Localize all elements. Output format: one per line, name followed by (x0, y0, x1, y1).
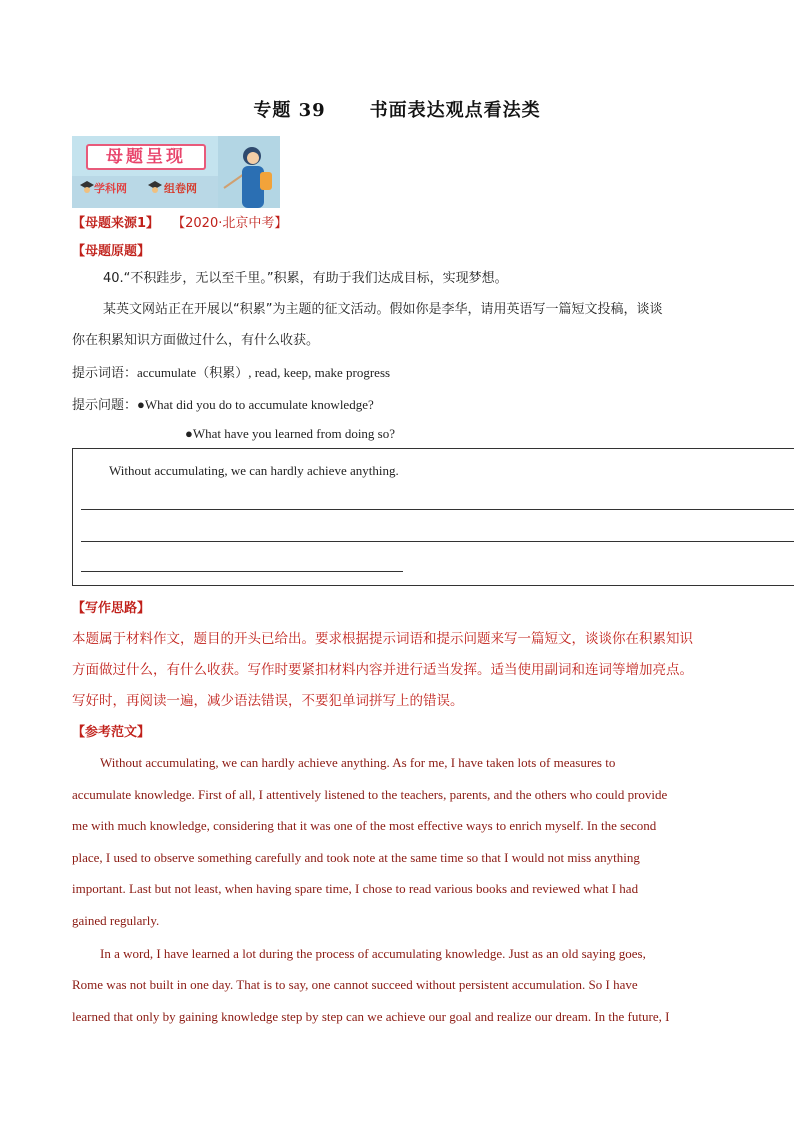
answer-line (81, 509, 794, 510)
hint-words (72, 362, 390, 381)
graduation-cap-icon (148, 181, 162, 193)
approach-label: 【写作思路】 (72, 601, 151, 616)
question-line-2: 某英文网站正在开展以“积累”为主题的征文活动。假如你是李华，请用英语写一篇短文投稿，谈谈 (103, 302, 663, 317)
sample-line: accumulate knowledge. First of all, I attentively listened to the teachers, parents, and the others who could provide (72, 787, 668, 802)
hint-questions (72, 394, 374, 413)
sample-line: me with much knowledge, considering that it was one of the most effective ways to enrich myself. In the second (72, 818, 657, 833)
banner-heading: 母题呈现 (86, 144, 206, 170)
sample-line: place, I used to observe something carefully and took note at the same time so that I would not miss anything (72, 850, 640, 865)
hint-words-label: 提示词语： (72, 366, 138, 381)
source-value: 【2020·北京中考】 (172, 216, 288, 231)
sample-line: learned that only by gaining knowledge step by step can we achieve our goal and realize our dream. In the future, I (72, 1009, 670, 1024)
sample-line: Without accumulating, we can hardly achieve anything. As for me, I have taken lots of measures to (100, 755, 616, 770)
question-line-1: 40.“不积跬步，无以至千里。”积累，有助于我们达成目标，实现梦想。 (103, 271, 508, 286)
title-topic: 书面表达观点看法类 (369, 100, 541, 121)
title-number: 39 (298, 100, 326, 121)
original-label: 【母题原题】 (72, 244, 151, 259)
hint-words-value: accumulate（积累）, read, keep, make progress (137, 365, 391, 380)
approach-line: 方面做过什么，有什么收获。写作时要紧扣材料内容并进行适当发挥。适当使用副词和连词等增加亮点。 (72, 662, 693, 678)
answer-line (81, 541, 794, 542)
xuekewang-logo: 学科网 (94, 182, 127, 195)
answer-box (72, 448, 794, 586)
answer-line (81, 571, 403, 572)
hint-question-2: ●What have you learned from doing so? (185, 426, 396, 441)
source-line (72, 212, 287, 231)
sample-line: In a word, I have learned a lot during the process of accumulating knowledge. Just as an old saying goes, (100, 946, 646, 961)
starter-sentence: Without accumulating, we can hardly achieve anything. (109, 463, 399, 478)
title-label: 专题 (253, 100, 292, 121)
banner-image (72, 136, 280, 208)
sample-label: 【参考范文】 (72, 725, 151, 740)
approach-line: 本题属于材料作文，题目的开头已给出。要求根据提示词语和提示问题来写一篇短文，谈谈你在积累知识 (72, 631, 693, 647)
graduation-cap-icon (80, 181, 94, 193)
sample-line: Rome was not built in one day. That is to say, one cannot succeed without persistent accumulation. So I have (72, 977, 638, 992)
question-line-3: 你在积累知识方面做过什么，有什么收获。 (72, 333, 320, 348)
sample-line: gained regularly. (72, 913, 160, 928)
source-label: 【母题来源1】 (72, 216, 160, 231)
page-title (0, 96, 794, 122)
hint-question-1: ●What did you do to accumulate knowledge? (137, 397, 374, 412)
sample-line: important. Last but not least, when having spare time, I chose to read various books and reviewed what I had (72, 881, 639, 896)
teacher-figure-icon (218, 136, 280, 208)
hint-questions-label: 提示问题： (72, 398, 138, 413)
approach-line: 写好时，再阅读一遍，减少语法错误，不要犯单词拼写上的错误。 (72, 693, 464, 709)
zujuanwang-logo: 组卷网 (164, 182, 197, 195)
